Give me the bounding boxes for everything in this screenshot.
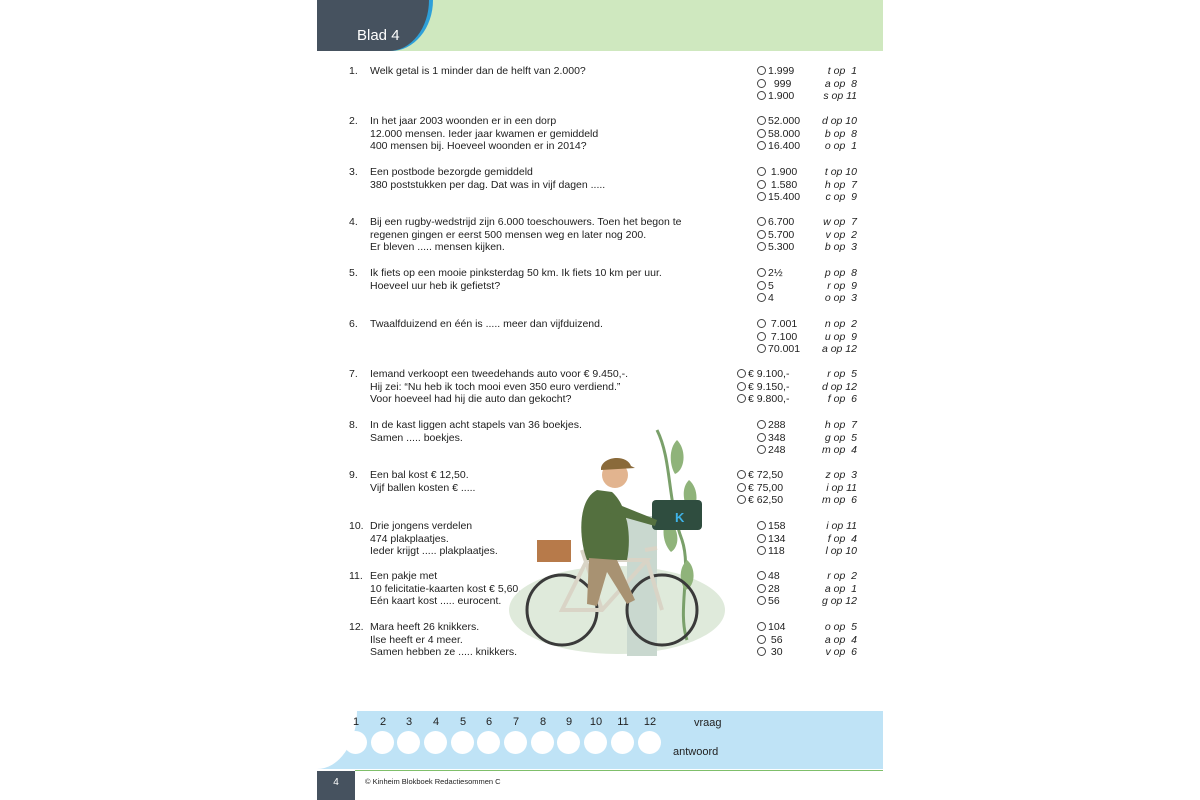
answer-option[interactable] — [727, 179, 867, 192]
answer-option[interactable] — [727, 583, 867, 596]
option-code: s op 11 — [823, 90, 857, 103]
option-code: v op 2 — [825, 228, 857, 241]
question-text-line: In de kast liggen acht stapels van 36 boekjes. — [370, 419, 582, 431]
radio-circle-icon[interactable] — [757, 344, 766, 353]
answer-options — [727, 419, 867, 457]
radio-circle-icon[interactable] — [757, 546, 766, 555]
radio-circle-icon[interactable] — [737, 495, 746, 504]
question-text-line: Eén kaart kost ..... eurocent. — [370, 595, 502, 608]
option-value: 16.400 — [768, 140, 801, 153]
option-code: d op 10 — [821, 115, 857, 127]
option-code: t op 10 — [824, 166, 857, 178]
question-text-line: Mara heeft 26 knikkers. — [370, 621, 480, 633]
answer-option[interactable] — [727, 216, 867, 229]
cyclist-illustration — [507, 420, 727, 660]
question-text-line: Hoeveel uur heb ik gefietst? — [370, 279, 501, 292]
answer-option[interactable] — [727, 166, 867, 179]
answer-circle[interactable] — [611, 731, 634, 754]
question-text-line: Voor hoeveel had hij die auto dan gekocht? — [370, 393, 572, 406]
question-text — [370, 115, 700, 153]
footer-divider — [355, 770, 883, 771]
answer-grid-number: 12 — [643, 716, 657, 728]
answer-option[interactable] — [727, 432, 867, 445]
answer-circle[interactable] — [638, 731, 661, 754]
option-value: 348 — [768, 431, 786, 444]
question-text-line: Twaalfduizend en één is ..... meer dan vijfduizend. — [370, 318, 603, 330]
option-code: h op 7 — [824, 178, 857, 191]
option-value: € 9.800,- — [748, 393, 790, 406]
radio-circle-icon[interactable] — [757, 521, 766, 530]
answer-grid-number: 5 — [459, 716, 467, 728]
option-code: c op 9 — [825, 191, 857, 204]
option-code: r op 2 — [827, 570, 857, 582]
option-code: f op 4 — [827, 532, 857, 545]
option-code: i op 11 — [826, 520, 857, 532]
answer-option[interactable] — [727, 482, 867, 495]
question-text — [370, 368, 700, 406]
option-value: 5 — [768, 279, 774, 292]
option-value: 15.400 — [768, 191, 801, 204]
option-value: 7.001 — [768, 318, 798, 330]
answer-options — [727, 520, 867, 558]
option-value: € 72,50 — [748, 469, 784, 481]
question-number: 3. — [349, 166, 358, 178]
answer-option[interactable] — [727, 191, 867, 204]
answer-option[interactable] — [727, 646, 867, 659]
answer-grid-number: 7 — [512, 716, 520, 728]
answer-circle[interactable] — [531, 731, 554, 754]
answer-option[interactable] — [727, 90, 867, 103]
option-value: 58.000 — [768, 127, 801, 140]
radio-circle-icon[interactable] — [757, 622, 766, 631]
option-code: i op 11 — [826, 481, 857, 494]
option-code: a op 12 — [821, 343, 857, 356]
answer-options — [727, 368, 867, 406]
option-value: 1.999 — [768, 65, 795, 77]
radio-circle-icon[interactable] — [757, 129, 766, 138]
answer-option[interactable] — [727, 444, 867, 457]
radio-circle-icon[interactable] — [757, 242, 766, 251]
answer-grid-number: 2 — [379, 716, 387, 728]
option-value: 7.100 — [768, 330, 798, 343]
answer-option[interactable] — [727, 634, 867, 647]
option-value: € 75,00 — [748, 481, 784, 494]
radio-circle-icon[interactable] — [757, 91, 766, 100]
answer-option[interactable] — [727, 292, 867, 305]
answer-option[interactable] — [727, 229, 867, 242]
radio-circle-icon[interactable] — [757, 584, 766, 593]
radio-circle-icon[interactable] — [757, 433, 766, 442]
option-code: h op 7 — [824, 419, 857, 431]
question-number: 1. — [349, 65, 358, 77]
option-code: p op 8 — [824, 267, 857, 279]
question-text-line: regenen gingen er eerst 500 mensen weg en later nog 200. — [370, 228, 647, 241]
radio-circle-icon[interactable] — [757, 192, 766, 201]
answer-grid-number: 6 — [485, 716, 493, 728]
answer-grid-number: 10 — [589, 716, 603, 728]
radio-circle-icon[interactable] — [737, 369, 746, 378]
radio-circle-icon[interactable] — [757, 332, 766, 341]
answer-option[interactable] — [727, 469, 867, 482]
radio-circle-icon[interactable] — [737, 394, 746, 403]
radio-circle-icon[interactable] — [757, 217, 766, 226]
option-value: 5.300 — [768, 241, 795, 254]
question-number: 5. — [349, 267, 358, 279]
radio-circle-icon[interactable] — [757, 230, 766, 239]
question-number: 12. — [349, 621, 364, 633]
radio-circle-icon[interactable] — [757, 635, 766, 644]
question-text — [370, 216, 700, 254]
radio-circle-icon[interactable] — [757, 281, 766, 290]
radio-circle-icon[interactable] — [757, 293, 766, 302]
answer-grid-number: 4 — [432, 716, 440, 728]
option-value: 999 — [768, 77, 792, 90]
answer-option[interactable] — [727, 343, 867, 356]
radio-circle-icon[interactable] — [757, 141, 766, 150]
question-number: 2. — [349, 115, 358, 127]
question-text-line: Ik fiets op een mooie pinksterdag 50 km. Ik fiets 10 km per uur. — [370, 267, 662, 279]
radio-circle-icon[interactable] — [757, 445, 766, 454]
option-value: 6.700 — [768, 216, 795, 228]
rider-jacket-icon — [581, 490, 629, 560]
option-code: a op 8 — [824, 77, 857, 90]
answer-options — [727, 469, 867, 507]
question-text-line: Vijf ballen kosten € ..... — [370, 481, 476, 494]
option-code: b op 8 — [824, 127, 857, 140]
option-code: g op 12 — [821, 595, 857, 608]
question-number: 9. — [349, 469, 358, 481]
option-code: r op 9 — [827, 279, 857, 292]
answer-option[interactable] — [727, 381, 867, 394]
option-code: o op 5 — [824, 621, 857, 633]
option-code: v op 6 — [825, 646, 857, 659]
answer-circle[interactable] — [584, 731, 607, 754]
question-number: 11. — [349, 570, 363, 582]
question-text-line: 12.000 mensen. Ieder jaar kwamen er gemiddeld — [370, 127, 599, 140]
post-pole — [627, 516, 657, 656]
option-code: t op 1 — [827, 65, 857, 77]
question-text-line: Hij zei: “Nu heb ik toch mooi even 350 euro verdiend.” — [370, 380, 621, 393]
option-value: 248 — [768, 444, 786, 457]
answer-grid-number: 3 — [405, 716, 413, 728]
question-text-line: Een bal kost € 12,50. — [370, 469, 469, 481]
radio-circle-icon[interactable] — [757, 268, 766, 277]
option-value: 134 — [768, 532, 786, 545]
question-text-line: 474 plakplaatjes. — [370, 532, 449, 545]
option-value: 1.580 — [768, 178, 798, 191]
option-value: 30 — [768, 646, 783, 659]
radio-circle-icon[interactable] — [737, 382, 746, 391]
answer-options — [727, 267, 867, 305]
option-value: 28 — [768, 582, 780, 595]
answer-circle[interactable] — [504, 731, 527, 754]
option-code: l op 10 — [825, 545, 857, 558]
option-code: r op 5 — [827, 368, 857, 380]
option-value: 70.001 — [768, 343, 801, 356]
option-code: n op 2 — [824, 318, 857, 330]
answer-option[interactable] — [727, 393, 867, 406]
answer-circle[interactable] — [397, 731, 420, 754]
answer-circle[interactable] — [371, 731, 394, 754]
answer-option[interactable] — [727, 545, 867, 558]
answer-circle[interactable] — [424, 731, 447, 754]
answer-option[interactable] — [727, 241, 867, 254]
answer-options — [727, 570, 867, 608]
question-number: 8. — [349, 419, 358, 431]
answer-options — [727, 166, 867, 204]
question-number: 4. — [349, 216, 358, 228]
answer-options — [727, 621, 867, 659]
question-text-line: In het jaar 2003 woonden er in een dorp — [370, 115, 557, 127]
answer-grid-number: 9 — [565, 716, 573, 728]
copyright-notice: © Kinheim Blokboek Redactiesommen C — [365, 777, 501, 786]
option-code: g op 5 — [824, 431, 857, 444]
question-text-line: Een pakje met — [370, 570, 438, 582]
radio-circle-icon[interactable] — [757, 420, 766, 429]
option-value: € 9.100,- — [748, 368, 790, 380]
answer-grid-number: 11 — [617, 716, 629, 728]
question-text-line: Er bleven ..... mensen kijken. — [370, 241, 505, 254]
question-text-line: Bij een rugby-wedstrijd zijn 6.000 toeschouwers. Toen het begon te — [370, 216, 682, 228]
question-number: 7. — [349, 368, 358, 380]
question-text-line: Een postbode bezorgde gemiddeld — [370, 166, 533, 178]
answer-grid-number: 8 — [539, 716, 547, 728]
option-code: a op 1 — [824, 582, 857, 595]
question-text-line: Drie jongens verdelen — [370, 520, 473, 532]
answer-option[interactable] — [727, 115, 867, 128]
option-code: d op 12 — [821, 380, 857, 393]
answer-options — [727, 65, 867, 103]
option-value: 2½ — [768, 267, 783, 279]
option-code: o op 1 — [824, 140, 857, 153]
radio-circle-icon[interactable] — [757, 180, 766, 189]
option-value: 118 — [768, 545, 785, 558]
radio-circle-icon[interactable] — [757, 319, 766, 328]
answer-option[interactable] — [727, 280, 867, 293]
question-text-line: Welk getal is 1 minder dan de helft van 2.000? — [370, 65, 586, 77]
option-code: f op 6 — [827, 393, 857, 406]
radio-circle-icon[interactable] — [757, 647, 766, 656]
radio-circle-icon[interactable] — [737, 483, 746, 492]
answer-option[interactable] — [727, 533, 867, 546]
answer-options — [727, 216, 867, 254]
option-code: a op 4 — [824, 633, 857, 646]
radio-circle-icon[interactable] — [757, 534, 766, 543]
answer-option[interactable] — [727, 267, 867, 280]
option-value: 5.700 — [768, 228, 795, 241]
answer-grid-number: 1 — [352, 716, 360, 728]
answer-circle[interactable] — [477, 731, 500, 754]
question-text-line: 10 felicitatie-kaarten kost € 5,60. — [370, 582, 522, 595]
option-value: € 62,50 — [748, 494, 784, 507]
option-code: o op 3 — [824, 292, 857, 305]
radio-circle-icon[interactable] — [757, 79, 766, 88]
question-text — [370, 267, 700, 292]
option-value: 56 — [768, 633, 783, 646]
option-value: 104 — [768, 621, 786, 633]
question-number: 6. — [349, 318, 358, 330]
answer-grid-answer-label: antwoord — [673, 746, 719, 758]
rider-cap-icon — [601, 458, 635, 470]
answer-grid-question-label: vraag — [694, 717, 722, 729]
radio-circle-icon[interactable] — [737, 470, 746, 479]
answer-option[interactable] — [727, 78, 867, 91]
answer-option[interactable] — [727, 140, 867, 153]
question-text — [370, 65, 700, 78]
answer-option[interactable] — [727, 419, 867, 432]
question-text-line: Ilse heeft er 4 meer. — [370, 633, 463, 646]
sheet-title: Blad 4 — [357, 27, 400, 44]
answer-option[interactable] — [727, 494, 867, 507]
option-value: 1.900 — [768, 166, 798, 178]
option-value: 52.000 — [768, 115, 801, 127]
question-text-line: 380 poststukken per dag. Dat was in vijf dagen ..... — [370, 178, 606, 191]
radio-circle-icon[interactable] — [757, 571, 766, 580]
option-code: m op 4 — [821, 444, 857, 457]
answer-option[interactable] — [727, 318, 867, 331]
question-text-line: 400 mensen bij. Hoeveel woonden er in 2014? — [370, 140, 587, 153]
radio-circle-icon[interactable] — [757, 167, 766, 176]
option-value: 48 — [768, 570, 780, 582]
option-code: w op 7 — [823, 216, 857, 228]
option-code: b op 3 — [824, 241, 857, 254]
option-code: z op 3 — [825, 469, 857, 481]
option-code: m op 6 — [821, 494, 857, 507]
question-text-line: Samen ..... boekjes. — [370, 431, 463, 444]
answer-options — [727, 115, 867, 153]
answer-option[interactable] — [727, 368, 867, 381]
answer-option[interactable] — [727, 621, 867, 634]
option-value: 288 — [768, 419, 786, 431]
question-text — [370, 318, 700, 331]
option-value: € 9.150,- — [748, 380, 790, 393]
option-code: u op 9 — [824, 330, 857, 343]
answer-option[interactable] — [727, 65, 867, 78]
answer-circle[interactable] — [344, 731, 367, 754]
option-value: 4 — [768, 292, 774, 305]
radio-circle-icon[interactable] — [757, 596, 766, 605]
answer-option[interactable] — [727, 570, 867, 583]
radio-circle-icon[interactable] — [757, 116, 766, 125]
worksheet-page — [317, 0, 883, 800]
option-value: 1.900 — [768, 90, 795, 103]
question-text-line: Ieder krijgt ..... plakplaatjes. — [370, 545, 498, 558]
bike-basket-icon — [537, 540, 571, 562]
question-number: 10. — [349, 520, 364, 532]
question-text — [370, 166, 700, 191]
answer-options — [727, 318, 867, 356]
answer-option[interactable] — [727, 595, 867, 608]
option-value: 56 — [768, 595, 780, 608]
answer-option[interactable] — [727, 128, 867, 141]
radio-circle-icon[interactable] — [757, 66, 766, 75]
mailbox-letter: K — [675, 510, 685, 525]
answer-circle[interactable] — [557, 731, 580, 754]
question-text-line: Samen hebben ze ..... knikkers. — [370, 646, 518, 659]
question-text-line: Iemand verkoopt een tweedehands auto voor € 9.450,-. — [370, 368, 629, 380]
answer-option[interactable] — [727, 520, 867, 533]
answer-option[interactable] — [727, 331, 867, 344]
page-number: 4 — [333, 777, 339, 788]
answer-circle[interactable] — [451, 731, 474, 754]
option-value: 158 — [768, 520, 786, 532]
